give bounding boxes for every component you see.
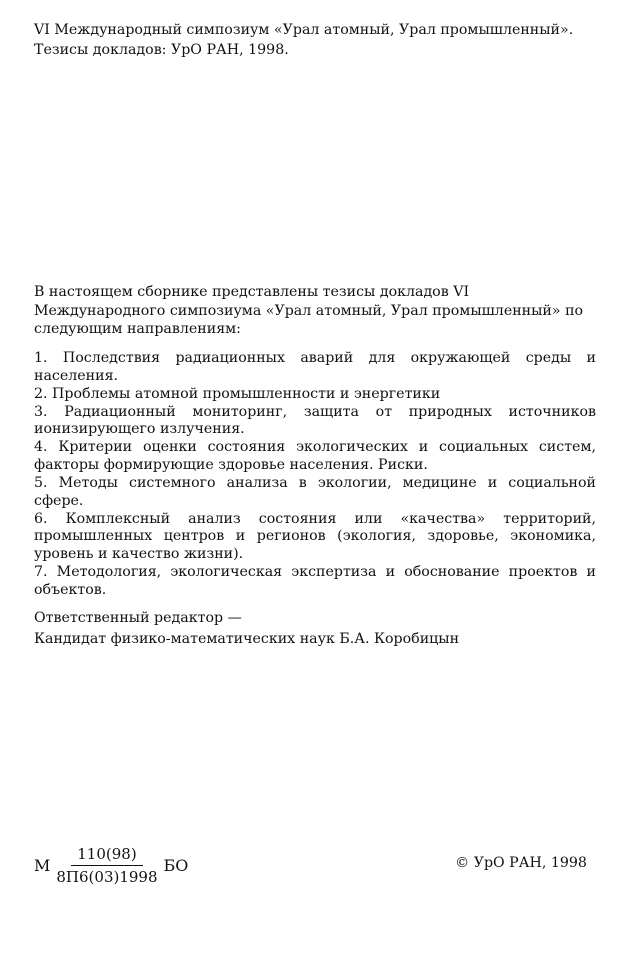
list-item: 4. Критерии оценки состояния экологических и социальных систем, факторы формирующие здоровье населения. Риски. xyxy=(34,439,596,474)
classification-code xyxy=(34,840,188,890)
classification-suffix: БО xyxy=(163,855,189,875)
editor-label: Ответственный редактор — xyxy=(34,610,242,626)
classification-denominator: 8П6(03)1998 xyxy=(56,867,158,886)
list-item: 3. Радиационный мониторинг, защита от природных источников ионизирующего излучения. xyxy=(34,403,596,438)
intro-paragraph: В настоящем сборнике представлены тезисы докладов VI Международного симпозиума «Урал атомный, Урал промышленный» по следующим направлениям: xyxy=(34,284,584,337)
classification-numerator: 110(98) xyxy=(71,845,142,866)
topics-list xyxy=(34,350,596,600)
classification-prefix: М xyxy=(34,855,51,875)
publication-header xyxy=(34,20,594,60)
list-item: 1. Последствия радиационных аварий для окружающей среды и населения. xyxy=(34,350,596,384)
list-item: 5. Методы системного анализа в экологии, медицине и социальной сфере. xyxy=(34,475,596,509)
editor-name: Кандидат физико-математических наук Б.А. Коробицын xyxy=(34,631,460,647)
list-item: 6. Комплексный анализ состояния или «качества» территорий, промышленных центров и регионов (экология, здоровье, экономика, уровень и качество жизни). xyxy=(34,510,596,563)
header-line-theses: Тезисы докладов: УрО РАН, 1998. xyxy=(34,42,289,58)
list-item: 7. Методология, экологическая экспертиза и обоснование проектов и объектов. xyxy=(34,564,596,598)
copyright-notice: © УрО РАН, 1998 xyxy=(455,855,587,871)
classification-fraction xyxy=(54,845,159,886)
list-item: 2. Проблемы атомной промышленности и энергетики xyxy=(34,385,441,402)
header-line-symposium: VI Международный симпозиум «Урал атомный, Урал промышленный». xyxy=(34,22,574,38)
responsible-editor xyxy=(34,608,594,650)
